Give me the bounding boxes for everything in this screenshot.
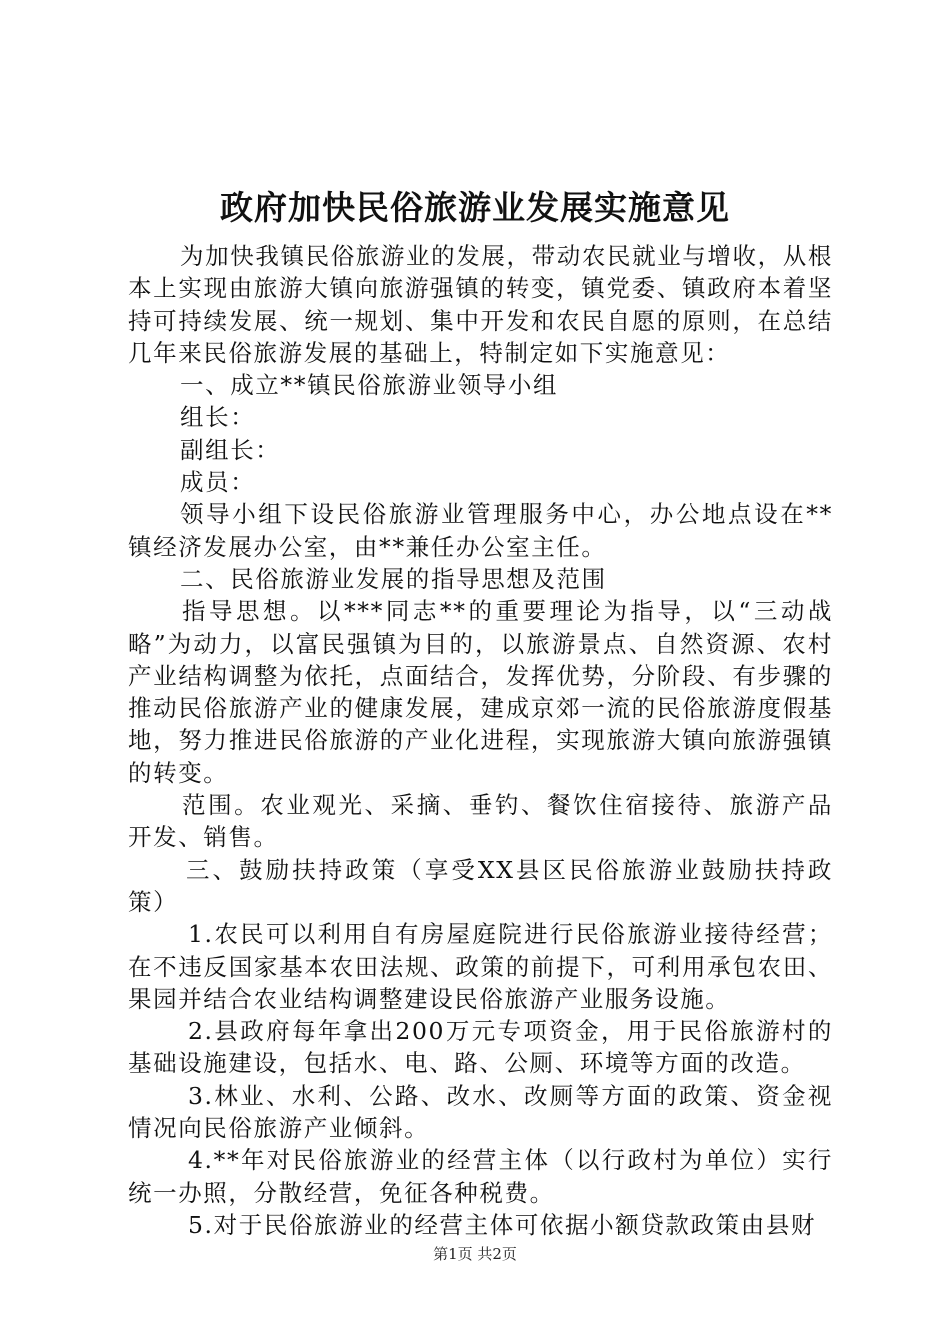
section-heading-1: 一、成立**镇民俗旅游业领导小组 [180, 371, 559, 400]
policy-item-2: 2.县政府每年拿出200万元专项资金，用于民俗旅游村的基础设施建设，包括水、电、路、公厕、环境等方面的改造。 [128, 1017, 833, 1078]
section-heading-3: 三、鼓励扶持政策（享受XX县区民俗旅游业鼓励扶持政策） [128, 855, 833, 916]
document-title: 政府加快民俗旅游业发展实施意见 [220, 188, 730, 227]
deputy-leader-line: 副组长： [180, 435, 281, 464]
page-number-footer: 第1页 共2页 [433, 1245, 517, 1263]
paragraph-guiding-thought: 指导思想。以***同志**的重要理论为指导，以“三动战略”为动力，以富民强镇为目的，以旅游景点、自然资源、农村产业结构调整为依托，点面结合，发挥优势，分阶段、有步骤的推动民俗旅游产业的健康发展，建成京郊一流的民俗旅游度假基地，努力推进民俗旅游的产业化进程，实现旅游大镇向旅游强镇的转变。 [128, 597, 833, 787]
policy-item-4: 4.**年对民俗旅游业的经营主体（以行政村为单位）实行统一办照，分散经营，免征各种税费。 [128, 1146, 833, 1207]
policy-item-5: 5.对于民俗旅游业的经营主体可依据小额贷款政策由县财 [188, 1210, 817, 1239]
paragraph-scope: 范围。农业观光、采摘、垂钓、餐饮住宿接待、旅游产品开发、销售。 [128, 791, 833, 852]
paragraph-intro: 为加快我镇民俗旅游业的发展，带动农民就业与增收，从根本上实现由旅游大镇向旅游强镇的转变，镇党委、镇政府本着坚持可持续发展、统一规划、集中开发和农民自愿的原则，在总结几年来民俗旅游发展的基础上，特制定如下实施意见： [128, 242, 833, 367]
paragraph-service-center: 领导小组下设民俗旅游业管理服务中心，办公地点设在**镇经济发展办公室，由**兼任办公室主任。 [128, 500, 833, 561]
policy-item-3: 3.林业、水利、公路、改水、改厕等方面的政策、资金视情况向民俗旅游产业倾斜。 [128, 1081, 833, 1143]
members-line: 成员： [180, 468, 256, 497]
section-heading-2: 二、民俗旅游业发展的指导思想及范围 [180, 564, 607, 593]
group-leader-line: 组长： [180, 403, 256, 432]
policy-item-1: 1.农民可以利用自有房屋庭院进行民俗旅游业接待经营；在不违反国家基本农田法规、政策的前提下，可利用承包农田、果园并结合农业结构调整建设民俗旅游产业服务设施。 [128, 920, 833, 1013]
document-body [128, 240, 833, 1241]
